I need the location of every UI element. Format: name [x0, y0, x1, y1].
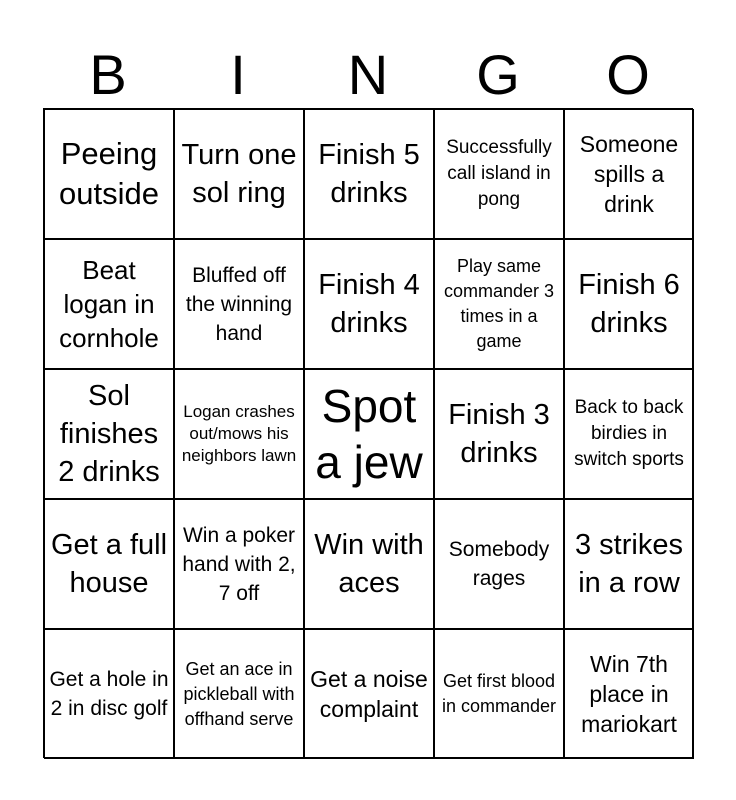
bingo-cell[interactable]	[564, 629, 694, 759]
bingo-cell[interactable]	[174, 369, 304, 499]
bingo-grid	[43, 108, 693, 758]
bingo-cell[interactable]	[304, 109, 434, 239]
cell-text: Get a hole in 2 in disc golf	[49, 668, 169, 720]
cell-text: Get first blood in commander	[441, 671, 557, 716]
cell-text: Beat logan in cornhole	[59, 255, 159, 353]
bingo-cell[interactable]	[434, 369, 564, 499]
cell-text: Finish 5 drinks	[318, 139, 420, 209]
cell-text: Get a noise complaint	[310, 666, 428, 722]
bingo-cell[interactable]	[434, 109, 564, 239]
header-letter-i: I	[230, 43, 246, 106]
bingo-cell[interactable]	[174, 629, 304, 759]
cell-text: Play same commander 3 times in a game	[443, 256, 555, 351]
cell-text: Logan crashes out/mows his neighbors lawn	[181, 402, 297, 465]
bingo-cell[interactable]	[44, 109, 174, 239]
bingo-cell[interactable]	[564, 499, 694, 629]
cell-text: Bluffed off the winning hand	[185, 263, 293, 345]
cell-text: Win a poker hand with 2, 7 off	[182, 523, 296, 605]
cell-text: Get a full house	[50, 529, 168, 599]
bingo-cell[interactable]	[434, 239, 564, 369]
header-letter-b: B	[89, 43, 127, 106]
bingo-cell[interactable]	[304, 239, 434, 369]
cell-text: Win 7th place in mariokart	[581, 651, 677, 737]
cell-text: Finish 3 drinks	[448, 399, 550, 469]
bingo-cell[interactable]	[44, 499, 174, 629]
bingo-cell[interactable]	[564, 369, 694, 499]
cell-text: Peeing outside	[59, 136, 159, 211]
cell-text: 3 strikes in a row	[575, 529, 683, 599]
cell-text: Finish 6 drinks	[578, 269, 680, 339]
bingo-header	[43, 42, 693, 108]
cell-text: Get an ace in pickleball with offhand serve	[183, 658, 295, 729]
cell-text: Win with aces	[314, 529, 424, 599]
bingo-cell[interactable]	[174, 109, 304, 239]
cell-text: Sol finishes 2 drinks	[58, 380, 160, 488]
header-letter-o: O	[606, 43, 650, 106]
bingo-cell[interactable]	[304, 369, 434, 499]
header-letter-g: G	[476, 43, 520, 106]
bingo-cell[interactable]	[44, 629, 174, 759]
cell-text: Somebody rages	[448, 538, 550, 590]
bingo-cell[interactable]	[174, 239, 304, 369]
bingo-cell[interactable]	[434, 499, 564, 629]
cell-text: Turn one sol ring	[181, 139, 297, 209]
bingo-cell[interactable]	[564, 109, 694, 239]
bingo-cell[interactable]	[304, 629, 434, 759]
cell-text: Successfully call island in pong	[446, 137, 552, 210]
bingo-cell[interactable]	[304, 499, 434, 629]
bingo-cell[interactable]	[434, 629, 564, 759]
cell-text: Spot a jew	[315, 380, 423, 488]
header-letter-n: N	[347, 43, 389, 106]
cell-text: Someone spills a drink	[579, 131, 679, 217]
cell-text: Finish 4 drinks	[318, 269, 420, 339]
bingo-cell[interactable]	[44, 239, 174, 369]
cell-text: Back to back birdies in switch sports	[574, 397, 684, 470]
bingo-cell[interactable]	[564, 239, 694, 369]
bingo-cell[interactable]	[174, 499, 304, 629]
bingo-cell[interactable]	[44, 369, 174, 499]
